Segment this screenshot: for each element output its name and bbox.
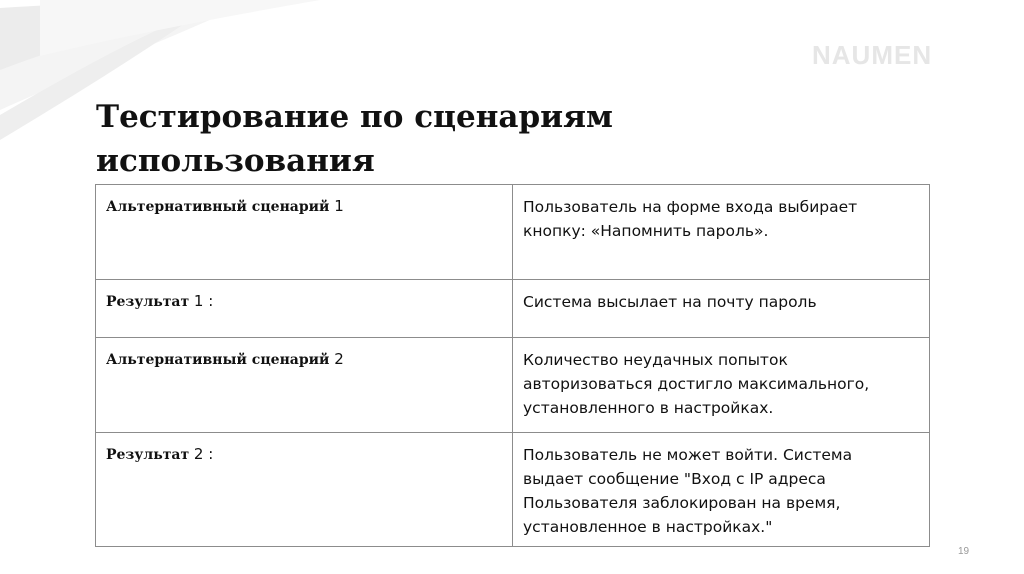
title-line-1: Тестирование по сценариям [96, 99, 613, 135]
page-number: 19 [958, 546, 970, 557]
scenario-table [95, 184, 930, 547]
row-label-cell [96, 433, 513, 547]
row-value-cell [513, 338, 930, 433]
row-value: Система высылает на почту пароль [523, 293, 817, 311]
row-value: Количество неудачных попыток авторизоваться достигло максимального, установленного в настройках. [523, 351, 870, 417]
title-line-2: использования [96, 143, 375, 179]
row-label-cell [96, 185, 513, 280]
row-label: Результат 2 : [106, 445, 214, 463]
table-row [96, 338, 930, 433]
row-label: Альтернативный сценарий 1 [106, 197, 344, 215]
row-label-cell [96, 338, 513, 433]
row-value: Пользователь не может войти. Система выдает сообщение "Вход с IP адреса Пользователя заблокирован на время, установленное в настройках." [523, 446, 853, 536]
row-label: Альтернативный сценарий 2 [106, 350, 344, 368]
row-value-cell [513, 433, 930, 547]
row-value-cell [513, 185, 930, 280]
slide-title [96, 95, 796, 183]
naumen-logo: NAUMEN [812, 40, 933, 70]
row-value: Пользователь на форме входа выбирает кнопку: «Напомнить пароль». [523, 198, 858, 240]
row-label-cell [96, 280, 513, 338]
row-value-cell [513, 280, 930, 338]
table-row [96, 185, 930, 280]
row-label: Результат 1 : [106, 292, 214, 310]
table-row [96, 433, 930, 547]
table-row [96, 280, 930, 338]
